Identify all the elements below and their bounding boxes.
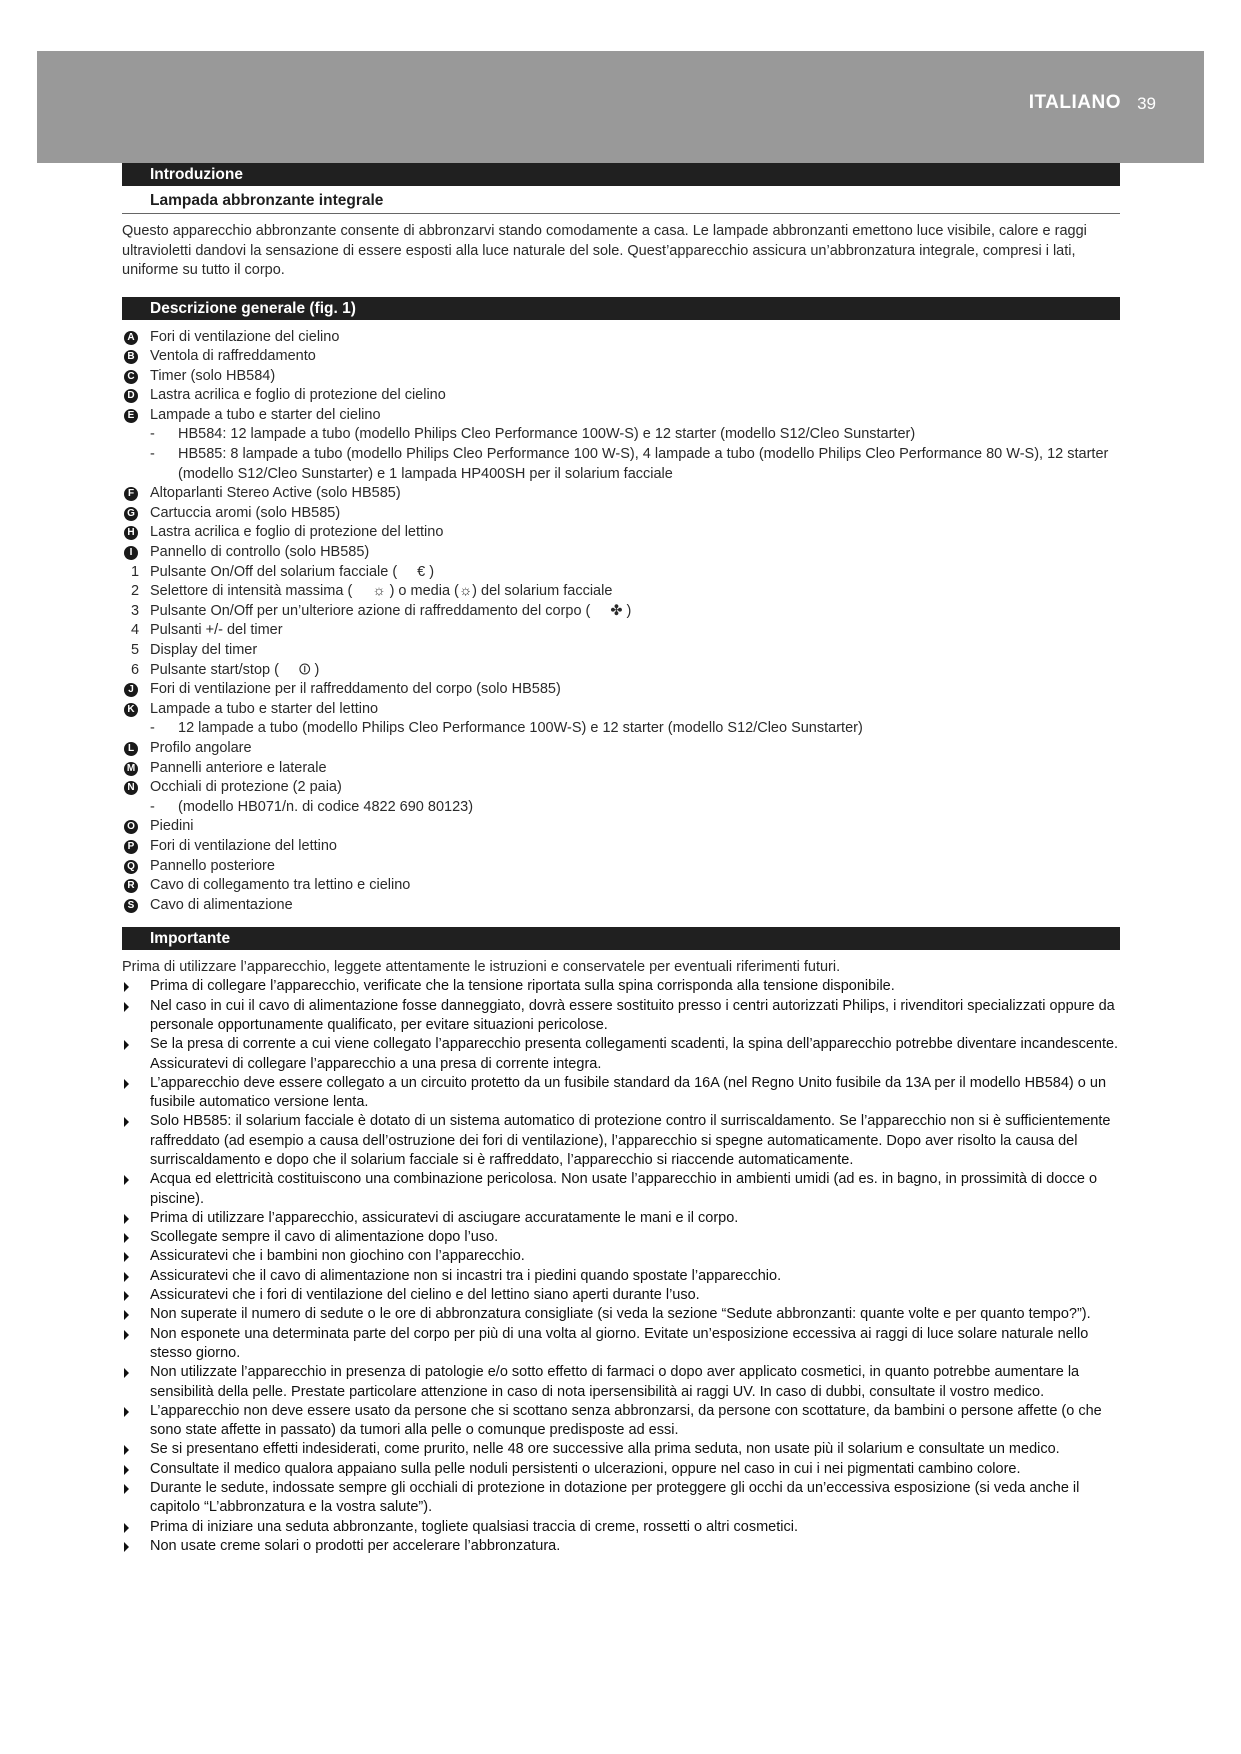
letter-s-badge: S xyxy=(124,899,138,913)
bullet-text: Prima di collegare l’apparecchio, verificate che la tensione riportata sulla spina corrisponda alla tensione disponibile. xyxy=(150,978,895,995)
list-item xyxy=(122,739,1120,759)
bullet-item xyxy=(122,1537,1120,1556)
letter-l-badge: L xyxy=(124,742,138,756)
bullet-item xyxy=(122,1074,1120,1113)
bullet-text: Prima di iniziare una seduta abbronzante, togliete qualsiasi traccia di creme, rossetti o altri cosmetici. xyxy=(150,1518,798,1535)
letter-a-badge: A xyxy=(124,331,138,345)
list-item xyxy=(122,680,1120,700)
bullet-text: L’apparecchio deve essere collegato a un circuito protetto da un fusibile standard da 16A (nel Regno Unito fusibile da 13A per il modello HB584) o un fusibile automatico versione lenta. xyxy=(150,1074,1107,1111)
letter-g-badge: G xyxy=(124,507,138,521)
item-text: Fori di ventilazione del cielino xyxy=(150,328,340,345)
item-number: 5 xyxy=(131,642,140,658)
bullet-item xyxy=(122,1247,1120,1266)
item-text: Pannello di controllo (solo HB585) xyxy=(150,544,370,561)
item-text: Pannelli anteriore e laterale xyxy=(150,759,327,776)
bullet-item xyxy=(122,1228,1120,1247)
item-text: Cavo di alimentazione xyxy=(150,896,293,913)
bullet-text: Consultate il medico qualora appaiano sulla pelle noduli persistenti o ulcerazioni, oppure nel caso in cui i nei pigmentati cambino colore. xyxy=(150,1460,1021,1477)
bullet-item xyxy=(122,1363,1120,1402)
bullet-item xyxy=(122,1479,1120,1518)
list-item xyxy=(122,543,1120,563)
list-item xyxy=(122,817,1120,837)
bullet-text: Scollegate sempre il cavo di alimentazione dopo l’uso. xyxy=(150,1229,499,1246)
fan-icon: ✤ xyxy=(610,602,623,619)
item-text: Lastra acrilica e foglio di protezione del lettino xyxy=(150,524,444,541)
bullet-text: Non esponete una determinata parte del corpo per più di una volta al giorno. Evitate un’esposizione eccessiva ai raggi di luce solare naturale nello stesso giorno. xyxy=(150,1325,1089,1361)
bullet-item xyxy=(122,1209,1120,1228)
sun-icon: ☼ xyxy=(372,583,386,600)
list-item xyxy=(122,484,1120,504)
item-text: Display del timer xyxy=(150,642,258,658)
bullet-text: L’apparecchio non deve essere usato da persone che si scottano senza abbronzarsi, da persone con scottature, da bambini o persone affette (o che sono state affette in passato) da tumori alla pelle o comunque predisposte ad essi. xyxy=(150,1402,1102,1439)
list-item xyxy=(122,759,1120,779)
bullet-item xyxy=(122,1112,1120,1170)
intro-paragraph: Questo apparecchio abbronzante consente di abbronzarvi stando comodamente a casa. Le lampade abbronzanti emettono luce visibile, calore e raggi ultravioletti dandovi la sensazione di essere esposti alla luce naturale del sole. Quest’apparecchio assicura un’abbronzatura integrale, compresi i lati, uniforme su tutto il corpo. xyxy=(122,223,1087,278)
item-text: Lampade a tubo e starter del cielino xyxy=(150,406,381,423)
bullet-text: Durante le sedute, indossate sempre gli occhiali di protezione in dotazione per proteggere gli occhi da un’eccessiva esposizione (si veda anche il capitolo “L’abbronzatura e la vostra salute”). xyxy=(150,1480,1080,1516)
start-stop-icon: ⏼ xyxy=(298,661,311,678)
item-text: Selettore di intensità massima ( xyxy=(150,583,353,600)
list-item xyxy=(122,837,1120,857)
intro-heading: Introduzione xyxy=(122,163,1120,186)
power-icon: € xyxy=(417,563,426,580)
numbered-item xyxy=(122,602,1120,622)
sub-item xyxy=(122,425,1120,445)
bullet-arrow-icon xyxy=(124,1523,129,1533)
list-item xyxy=(122,876,1120,896)
bullet-arrow-icon xyxy=(124,1079,129,1089)
item-text: Occhiali di protezione (2 paia) xyxy=(150,779,342,796)
important-list xyxy=(122,977,1120,1556)
bullet-item xyxy=(122,1325,1120,1364)
item-text: Pulsante start/stop ( xyxy=(150,661,279,678)
item-text: Ventola di raffreddamento xyxy=(150,348,316,365)
numbered-item xyxy=(122,563,1120,583)
numbered-item xyxy=(122,641,1120,661)
intro-subheading: Lampada abbronzante integrale xyxy=(122,186,1120,214)
item-text: Piedini xyxy=(150,818,194,835)
item-number: 2 xyxy=(131,583,140,600)
bullet-item xyxy=(122,1402,1120,1441)
item-text: Timer (solo HB584) xyxy=(150,367,276,384)
item-text: Fori di ventilazione del lettino xyxy=(150,837,337,854)
bullet-arrow-icon xyxy=(124,1040,129,1050)
dash-marker: - xyxy=(150,426,155,443)
bullet-item xyxy=(122,1170,1120,1209)
bullet-text: Non utilizzate l’apparecchio in presenza di patologie e/o sotto effetto di farmaci o dopo aver applicato cosmetici, in quanto potrebbe aumentare la sensibilità della pelle. Prestate particolare attenzione in caso di nota ipersensibilità ai raggi UV. In caso di dubbi, consultate il vostro medico. xyxy=(150,1364,1080,1400)
bullet-text: Non usate creme solari o prodotti per accelerare l’abbronzatura. xyxy=(150,1537,561,1554)
dash-marker: - xyxy=(150,720,155,737)
header-language: ITALIANO xyxy=(1028,92,1121,113)
letter-d-badge: D xyxy=(124,389,138,403)
bullet-text: Assicuratevi che il cavo di alimentazione non si incastri tra i piedini quando spostate l’apparecchio. xyxy=(150,1267,782,1284)
letter-f-badge: F xyxy=(124,487,138,501)
item-text: Pulsanti +/- del timer xyxy=(150,622,283,639)
important-intro: Prima di utilizzare l’apparecchio, leggete attentamente le istruzioni e conservatele per eventuali riferimenti futuri. xyxy=(122,959,841,976)
bullet-arrow-icon xyxy=(124,1272,129,1282)
numbered-item xyxy=(122,621,1120,641)
item-text: HB585: 8 lampade a tubo (modello Philips Cleo Performance 100 W-S), 4 lampade a tubo (modello Philips Cleo Performance 80 W-S), 12 starter (modello S12/Cleo Sunstarter) e 1 lampada HP400SH per il solarium facciale xyxy=(178,446,1109,482)
bullet-text: Assicuratevi che i bambini non giochino con l’apparecchio. xyxy=(150,1248,525,1265)
letter-n-badge: N xyxy=(124,781,138,795)
important-heading: Importante xyxy=(122,927,1120,950)
item-text-end: ) xyxy=(314,661,320,678)
letter-o-badge: O xyxy=(124,820,138,834)
item-text-end: ) xyxy=(429,563,435,580)
list-item xyxy=(122,700,1120,720)
item-text: Lastra acrilica e foglio di protezione del cielino xyxy=(150,387,446,404)
bullet-text: Non superate il numero di sedute o le ore di abbronzatura consigliate (si veda la sezione “Sedute abbronzanti: quante volte e per quanto tempo?”). xyxy=(150,1306,1091,1323)
bullet-arrow-icon xyxy=(124,1175,129,1185)
bullet-item xyxy=(122,1286,1120,1305)
list-item xyxy=(122,896,1120,916)
bullet-arrow-icon xyxy=(124,1252,129,1262)
letter-r-badge: R xyxy=(124,879,138,893)
bullet-text: Acqua ed elettricità costituiscono una combinazione pericolosa. Non usate l’apparecchio in ambienti umidi (ad es. in bagno, in prossimità di docce o piscine). xyxy=(150,1171,1098,1207)
letter-c-badge: C xyxy=(124,370,138,384)
bullet-item xyxy=(122,1035,1120,1074)
bullet-arrow-icon xyxy=(124,1310,129,1320)
numbered-item xyxy=(122,661,1120,681)
description-list xyxy=(122,328,1120,916)
bullet-arrow-icon xyxy=(124,1291,129,1301)
bullet-arrow-icon xyxy=(124,1214,129,1224)
letter-j-badge: J xyxy=(124,683,138,697)
sub-item xyxy=(122,798,1120,818)
item-text: (modello HB071/n. di codice 4822 690 80123) xyxy=(178,798,474,815)
letter-e-badge: E xyxy=(124,409,138,423)
list-item xyxy=(122,347,1120,367)
bullet-arrow-icon xyxy=(124,1330,129,1340)
bullet-arrow-icon xyxy=(124,1002,129,1012)
item-number: 3 xyxy=(131,602,140,619)
bullet-arrow-icon xyxy=(124,1465,129,1475)
list-item xyxy=(122,386,1120,406)
item-text: Lampade a tubo e starter del lettino xyxy=(150,700,379,717)
letter-i-badge: I xyxy=(124,546,138,560)
bullet-text: Se si presentano effetti indesiderati, come prurito, nelle 48 ore successive alla prima seduta, non usate più il solarium e consultate un medico. xyxy=(150,1441,1060,1458)
bullet-item xyxy=(122,1267,1120,1286)
bullet-arrow-icon xyxy=(124,1117,129,1127)
page-number: 39 xyxy=(1137,94,1156,113)
description-heading: Descrizione generale (fig. 1) xyxy=(122,297,1120,320)
bullet-arrow-icon xyxy=(124,1368,129,1378)
numbered-item xyxy=(122,582,1120,602)
item-text-end: ) xyxy=(626,602,632,619)
item-text: Altoparlanti Stereo Active (solo HB585) xyxy=(150,485,401,502)
bullet-item xyxy=(122,1460,1120,1479)
bullet-text: Solo HB585: il solarium facciale è dotato di un sistema automatico di protezione contro il surriscaldamento. Se l’apparecchio non si è sufficientemente raffreddato (ad esempio a causa dell’ostruzione dei fori di ventilazione), l’apparecchio si spegne automaticamente. Dopo aver risolto la causa del surriscaldamento e dopo che il solarium facciale si è raffreddato, l’apparecchio si riaccende automaticamente. xyxy=(150,1113,1111,1168)
bullet-text: Prima di utilizzare l’apparecchio, assicuratevi di asciugare accuratamente le mani e il corpo. xyxy=(150,1209,739,1226)
list-item xyxy=(122,857,1120,877)
item-text: Fori di ventilazione per il raffreddamento del corpo (solo HB585) xyxy=(150,681,561,698)
bullet-text: Se la presa di corrente a cui viene collegato l’apparecchio presenta collegamenti scadenti, la spina dell’apparecchio potrebbe diventare incandescente. Assicuratevi di collegare l’apparecchio a una presa di corrente integra. xyxy=(150,1036,1119,1072)
sub-item xyxy=(122,719,1120,739)
item-text: Cartuccia aromi (solo HB585) xyxy=(150,504,341,521)
bullet-text: Nel caso in cui il cavo di alimentazione fosse danneggiato, dovrà essere sostituito presso i centri autorizzati Philips, i rivenditori specializzati oppure da personale opportunamente qualificato, per evitare situazioni pericolose. xyxy=(150,997,1115,1033)
letter-m-badge: M xyxy=(124,762,138,776)
bullet-arrow-icon xyxy=(124,1484,129,1494)
letter-q-badge: Q xyxy=(124,860,138,874)
bullet-arrow-icon xyxy=(124,982,129,992)
item-text: Pulsante On/Off del solarium facciale ( xyxy=(150,563,398,580)
bullet-item xyxy=(122,1518,1120,1537)
item-number: 6 xyxy=(131,661,140,678)
item-text-end: ) o media (☼) del solarium facciale xyxy=(389,583,613,600)
bullet-arrow-icon xyxy=(124,1542,129,1552)
bullet-arrow-icon xyxy=(124,1233,129,1243)
list-item xyxy=(122,406,1120,426)
dash-marker: - xyxy=(150,798,155,815)
list-item xyxy=(122,523,1120,543)
sub-item xyxy=(122,445,1120,484)
bullet-item xyxy=(122,1440,1120,1459)
bullet-item xyxy=(122,1305,1120,1324)
letter-b-badge: B xyxy=(124,350,138,364)
list-item xyxy=(122,367,1120,387)
dash-marker: - xyxy=(150,446,155,463)
bullet-text: Assicuratevi che i fori di ventilazione del cielino e del lettino siano aperti durante l’uso. xyxy=(150,1287,700,1304)
bullet-item xyxy=(122,977,1120,996)
item-text: Cavo di collegamento tra lettino e cielino xyxy=(150,877,411,894)
item-number: 1 xyxy=(131,563,140,580)
list-item xyxy=(122,778,1120,798)
letter-p-badge: P xyxy=(124,840,138,854)
list-item xyxy=(122,504,1120,524)
item-text: Profilo angolare xyxy=(150,739,252,756)
bullet-arrow-icon xyxy=(124,1407,129,1417)
item-text: Pannello posteriore xyxy=(150,857,275,874)
list-item xyxy=(122,328,1120,348)
letter-h-badge: H xyxy=(124,526,138,540)
letter-k-badge: K xyxy=(124,703,138,717)
page-content xyxy=(122,163,1120,1556)
bullet-item xyxy=(122,997,1120,1036)
bullet-arrow-icon xyxy=(124,1445,129,1455)
item-text: 12 lampade a tubo (modello Philips Cleo Performance 100W-S) e 12 starter (modello S12/Cleo Sunstarter) xyxy=(178,720,863,737)
item-number: 4 xyxy=(131,622,140,639)
item-text: HB584: 12 lampade a tubo (modello Philips Cleo Performance 100W-S) e 12 starter (modello S12/Cleo Sunstarter) xyxy=(178,426,916,443)
item-text: Pulsante On/Off per un’ulteriore azione di raffreddamento del corpo ( xyxy=(150,602,591,619)
